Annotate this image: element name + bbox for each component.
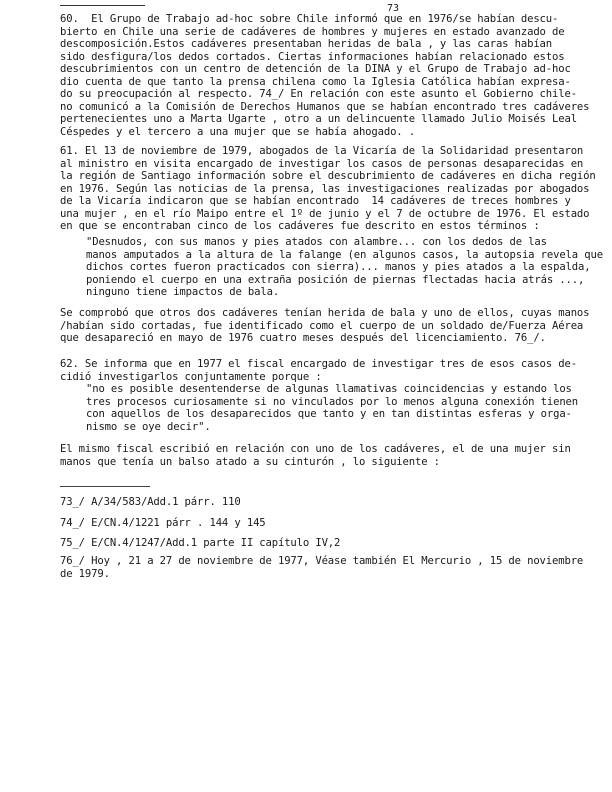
- footnote-74: 74_/ E/CN.4/1221 párr . 144 y 145: [60, 517, 266, 529]
- paragraph-61-continued: Se comprobó que otros dos cadáveres tenían herida de bala y uno de ellos, cuyas manos /habían sido cortadas, fue identificado como el cuerpo de un soldado de/Fuerza Aérea que desapareció en mayo de 1976 cuatro meses después del licenciamiento. 76_/.: [60, 307, 590, 344]
- quote-62: "no es posible desentenderse de algunas llamativas coincidencias y estando los tres procesos curiosamente si no vinculados por lo menos alguna conexión tienen con aquellos de los desaparecidos que tanto y en tan distintas esferas y orga- nismo se oye decir".: [86, 383, 579, 433]
- footnote-76: 76_/ Hoy , 21 a 27 de noviembre de 1977, Véase también El Mercurio , 15 de noviembre de 1979.: [60, 555, 584, 580]
- footnote-73: 73_/ A/34/583/Add.1 párr. 110: [60, 496, 241, 508]
- footnote-marker-73: 73: [387, 3, 400, 14]
- footnote-75: 75_/ E/CN.4/1247/Add.1 parte II capítulo IV,2: [60, 537, 341, 549]
- paragraph-60: 60. El Grupo de Trabajo ad-hoc sobre Chile informó que en 1976/se habían descu- bierto en Chile una serie de cadáveres de hombres y mujeres en estado avanzado de descomposición.Estos cadáveres presentaban heridas de bala , y las caras habían sido desfigura/los dedos cortados. Ciertas informaciones habían relacionado estos descubrimientos con un centro de detención de la DINA y el Grupo de Trabajo ad-hoc dio cuenta de que tanto la prensa chilena como la Iglesia Católica habían expresa- do su preocupación al respecto. 74_/ En relación con este asunto el Gobierno chile- no comunicó a la Comisión de Derechos Humanos que se habían encontrado tres cadáveres pertenecientes uno a Marta Ugarte , otro a un delincuente llamado Julio Moisés Leal Céspedes y el tercero a una mujer que se había ahogado. .: [60, 13, 590, 138]
- paragraph-61: 61. El 13 de noviembre de 1979, abogados de la Vicaría de la Solidaridad presentaron al ministro en visita encargado de investigar los casos de personas desaparecidas en la región de Santiago información sobre el descubrimiento de cadáveres en dicha región en 1976. Según las noticias de la prensa, las investigaciones realizadas por abogados de la Vicaría indicaron que se habían encontrado 14 cadáveres de treces hombres y una mujer , en el río Maipo entre el 1º de junio y el 7 de octubre de 1976. El estado en que se encontraban cinco de los cadáveres fue descrito en estos términos :: [60, 145, 596, 232]
- footnote-rule: [60, 486, 150, 487]
- paragraph-final: El mismo fiscal escribió en relación con uno de los cadáveres, el de una mujer sin manos que tenía un balso atado a su cinturón , lo siguiente :: [60, 443, 571, 468]
- top-rule: [60, 5, 145, 6]
- quote-61: "Desnudos, con sus manos y pies atados con alambre... con los dedos de las manos amputados a la altura de la falange (en algunos casos, la autopsia revela que dichos cortes fueron practicados con sierra)... manos y pies atados a la espalda, poniendo el cuerpo en una extraña posición de piernas flectadas hacia atrás ..., ninguno tiene impactos de bala.: [86, 236, 603, 298]
- paragraph-62: 62. Se informa que en 1977 el fiscal encargado de investigar tres de esos casos de- cidió investigarlos conjuntamente porque :: [60, 358, 577, 383]
